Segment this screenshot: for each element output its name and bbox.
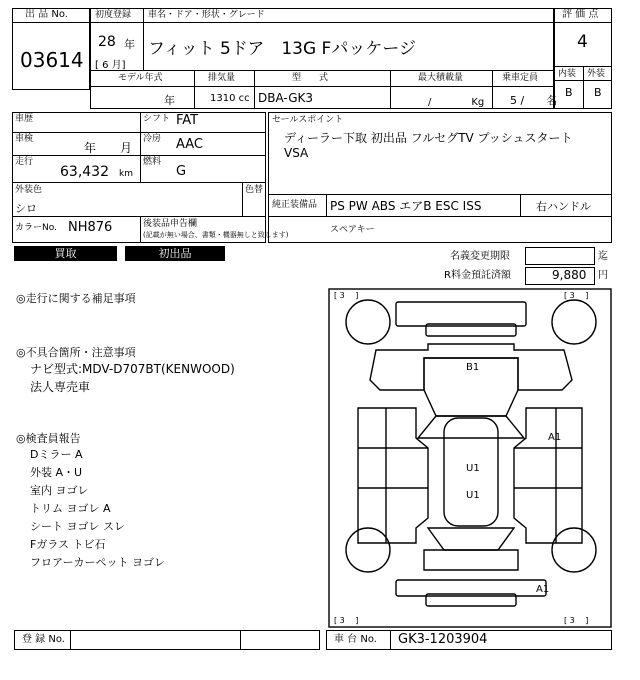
lot-label: 出 品 No. — [25, 9, 68, 20]
rear-window — [428, 528, 514, 550]
car-damage-diagram — [328, 288, 612, 628]
sales-point-label: セールスポイント — [272, 115, 344, 125]
wheel-rear-right — [552, 528, 596, 572]
inspector-line: トリム ヨゴレ A — [30, 502, 111, 515]
nav-model: ナビ型式:MDV-D707BT(KENWOOD) — [30, 362, 235, 376]
ac-value: AAC — [176, 137, 203, 152]
mileage-value: 63,432 — [60, 164, 109, 180]
reg-month: [ 6 月] — [95, 60, 126, 71]
mark-rear: A1 — [536, 584, 550, 595]
sales-point-line2: VSA — [284, 146, 309, 160]
diagram-frame — [329, 289, 611, 627]
inspector-line: 室内 ヨゴレ — [30, 484, 89, 497]
sales-point-line1: ディーラー下取 初出品 フルセグTV プッシュスタート — [284, 131, 573, 145]
displacement-label: 排気量 — [208, 73, 236, 83]
car-diagram-svg — [328, 288, 612, 628]
rear-hatch — [424, 550, 518, 570]
purchase-tag: 買取 — [14, 246, 117, 261]
inspector-line: Dミラー A — [30, 448, 83, 461]
inspector-title: ◎検査員報告 — [16, 432, 81, 445]
model-year-label: モデル年式 — [118, 73, 163, 83]
exterior-color-value: シロ — [15, 202, 37, 215]
name-change-box — [525, 247, 595, 265]
corner-label-tr: [ 3 ] — [564, 291, 589, 300]
mileage-label: 走行 — [15, 157, 34, 167]
reg-year: 28 — [98, 34, 116, 50]
score-label: 評 価 点 — [562, 9, 599, 20]
front-side-panel — [396, 302, 526, 326]
shift-value: FAT — [176, 113, 199, 128]
chassis-number: GK3-1203904 — [398, 632, 488, 647]
inspector-line: 外装 A・U — [30, 466, 83, 479]
model-type: DBA-GK3 — [258, 91, 313, 105]
steering-value: 右ハンドル — [536, 200, 591, 213]
wheel-front-left — [346, 300, 390, 344]
vehicle-name: フィット 5ドア 13G Fパッケージ — [148, 39, 416, 59]
max-load-label: 最大積載量 — [418, 73, 464, 83]
right-side-doors — [514, 408, 582, 543]
model-year-unit: 年 — [164, 94, 175, 107]
inspector-line: Fガラス トビ石 — [30, 538, 106, 551]
interior-grade: B — [565, 86, 573, 99]
color-no-value: NH876 — [68, 220, 113, 235]
mark-right-side: A1 — [548, 432, 562, 443]
exterior-color-label: 外装色 — [15, 185, 43, 195]
mileage-unit: km — [119, 169, 133, 179]
vehicle-label: 車名・ドア・形状・グレード — [148, 10, 265, 20]
spare-key: スペアキー — [330, 225, 375, 235]
corner-label-bl: [ 3 ] — [334, 616, 359, 625]
first-reg-label: 初度登録 — [95, 10, 132, 20]
score-value: 4 — [577, 32, 588, 52]
mark-roof-2: U1 — [466, 490, 480, 501]
wheel-front-right — [552, 300, 596, 344]
capacity: 5 / 名 — [510, 94, 558, 107]
type-label: 型 式 — [292, 73, 329, 83]
name-change-unit: 迄 — [598, 251, 608, 262]
color-change-label: 色替 — [245, 185, 264, 195]
driving-notes-title: ◎走行に関する補足事項 — [16, 292, 136, 305]
recycle-amount: 9,880 — [552, 268, 587, 282]
fuel-value: G — [176, 164, 187, 179]
reg-year-unit: 年 — [124, 38, 135, 51]
mark-roof-1: U1 — [466, 463, 480, 474]
name-change-label: 名義変更期限 — [450, 251, 510, 262]
aftermarket-label: 後装品申告欄 — [143, 219, 198, 229]
ac-label: 冷房 — [143, 134, 162, 144]
equipment-value: PS PW ABS エアB ESC ISS — [330, 199, 482, 213]
exterior-grade: B — [594, 86, 602, 99]
corporate-note: 法人専売車 — [30, 380, 91, 394]
shift-label: シフト — [143, 114, 171, 124]
aftermarket-note: (記載が無い場合、書類・機器無しと致します) — [143, 231, 289, 239]
recycle-unit: 円 — [598, 270, 608, 281]
inspector-line: シート ヨゴレ スレ — [30, 520, 125, 533]
wheel-rear-left — [346, 528, 390, 572]
inspection-label: 車検 — [15, 134, 34, 144]
chassis-label: 車 台 No. — [334, 634, 377, 645]
reg-no-label: 登 録 No. — [22, 634, 65, 645]
corner-label-br: [ 3 ] — [564, 616, 589, 625]
defects-title: ◎不具合箇所・注意事項 — [16, 346, 136, 359]
max-load: / Kg — [428, 97, 485, 108]
fuel-label: 燃料 — [143, 157, 162, 167]
corner-label-tl: [ 3 ] — [334, 291, 359, 300]
mark-hood: B1 — [466, 362, 480, 373]
recycle-label: R料金預託済額 — [444, 270, 511, 281]
capacity-label: 乗車定員 — [502, 73, 539, 83]
first-listing-tag: 初出品 — [125, 246, 225, 261]
equipment-label: 純正装備品 — [272, 200, 318, 210]
history-label: 車歴 — [15, 114, 34, 124]
lot-number: 03614 — [20, 48, 84, 72]
interior-label: 内装 — [558, 69, 577, 79]
inspector-line: フロアーカーペット ヨゴレ — [30, 556, 165, 569]
displacement: 1310 cc — [210, 93, 250, 104]
inspection-value: 年 月 — [84, 141, 133, 155]
left-side-doors — [358, 408, 428, 543]
color-no-label: カラーNo. — [15, 223, 57, 233]
exterior-label: 外装 — [587, 69, 606, 79]
windshield — [418, 416, 524, 438]
